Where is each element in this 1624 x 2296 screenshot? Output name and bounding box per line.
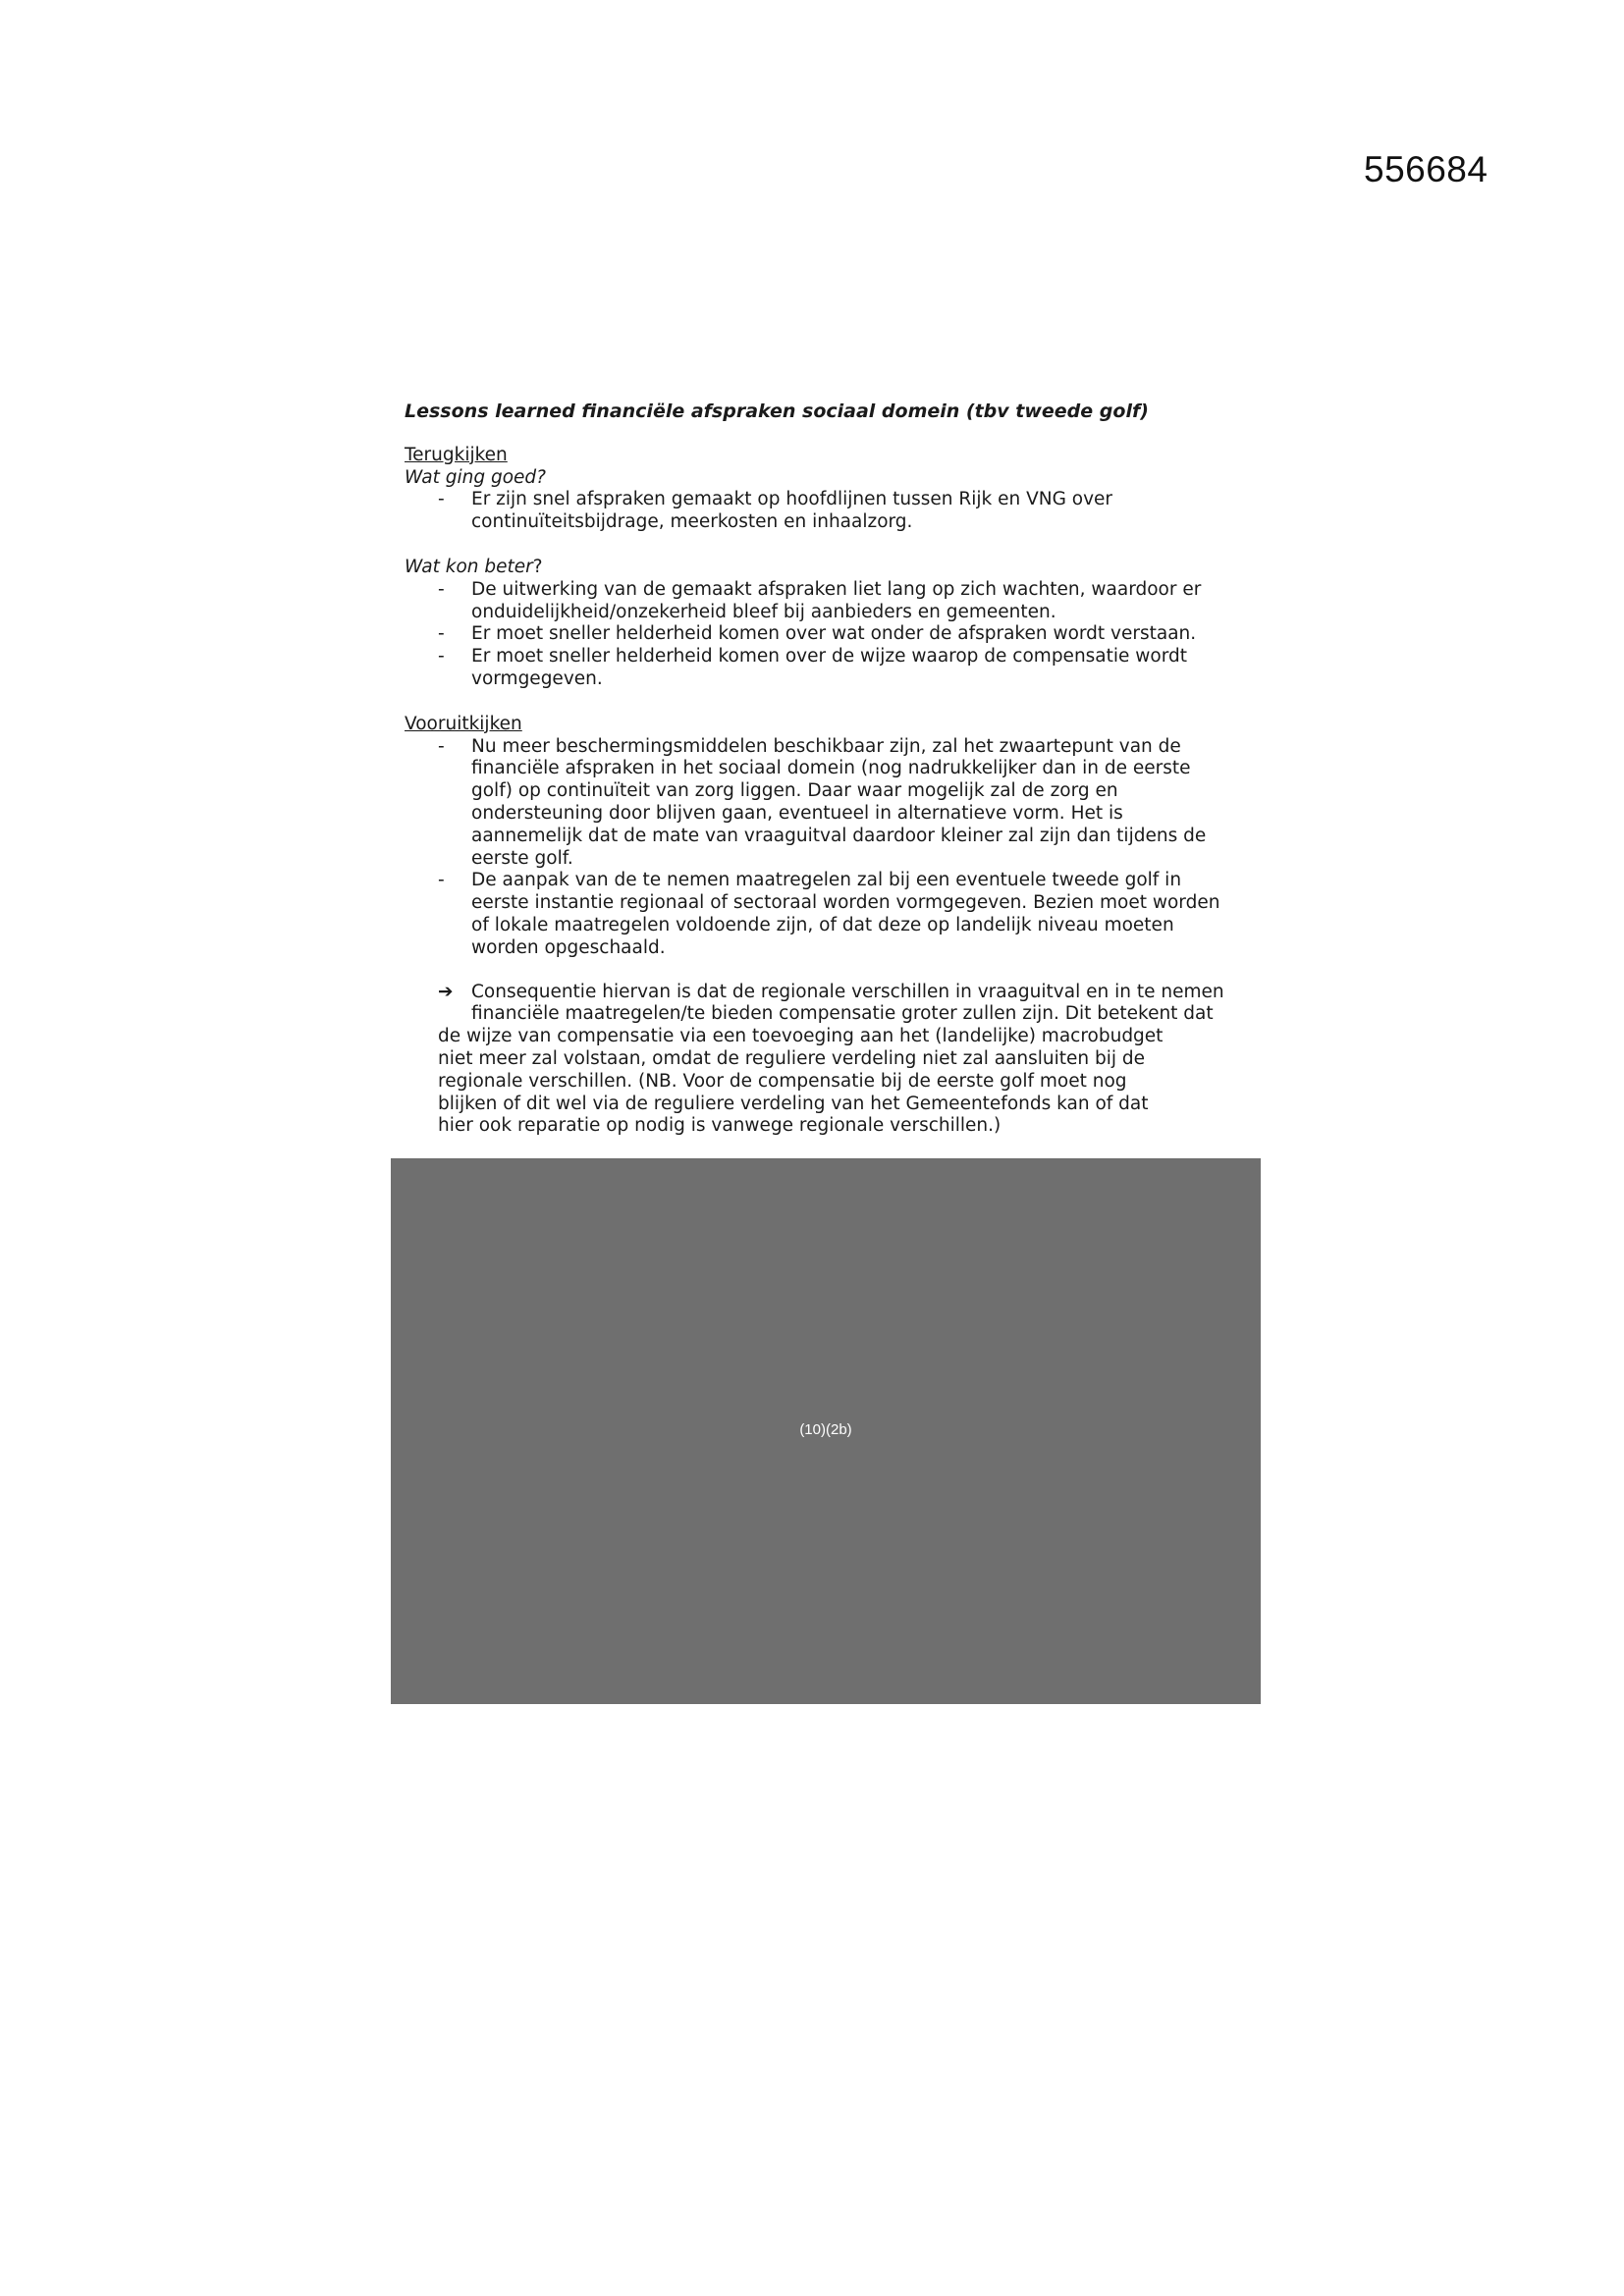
could-be-better-list [405,579,1249,691]
list-item-line: De aanpak van de te nemen maatregelen zal bij een eventuele tweede golf in [471,870,1182,891]
list-item-line: Er moet sneller helderheid komen over wat onder de afspraken wordt verstaan. [471,623,1197,645]
list-item [405,736,1249,871]
redaction-block [391,1158,1261,1704]
list-item-line: Nu meer beschermingsmiddelen beschikbaar zijn, zal het zwaartepunt van de [471,735,1181,757]
subheading-could-be-better [405,557,1249,579]
list-item-line: eerste golf. [471,847,573,869]
document-title: Lessons learned financiële afspraken sociaal domein (tbv tweede golf) [405,400,1149,422]
arrow-icon: ➔ [438,981,454,1002]
subheading-question-mark: ? [532,556,543,577]
consequence-line: blijken of dit wel via de reguliere verdeling van het Gemeentefonds kan of dat [438,1093,1149,1114]
consequence-line: niet meer zal volstaan, omdat de reguliere verdeling niet zal aansluiten bij de [438,1047,1146,1069]
list-item-line: financiële afspraken in het sociaal domein (nog nadrukkelijker dan in de eerste [471,758,1191,779]
list-item-line: ondersteuning door blijven gaan, eventueel in alternatieve vorm. Het is [471,802,1123,824]
redaction-label: (10)(2b) [799,1421,852,1438]
list-item-line: onduidelijkheid/onzekerheid bleef bij aanbieders en gemeenten. [471,601,1056,622]
consequence-line: hier ook reparatie op nodig is vanwege regionale verschillen.) [438,1115,1001,1137]
went-well-list [405,489,1249,534]
list-item-line: De uitwerking van de gemaakt afspraken liet lang op zich wachten, waardoor er [471,578,1202,600]
list-item-line: worden opgeschaald. [471,936,666,958]
list-item-line: Er moet sneller helderheid komen over de wijze waarop de compensatie wordt [471,646,1188,667]
dash-bullet: - [438,646,445,667]
consequence-line: regionale verschillen. (NB. Voor de compensatie bij de eerste golf moet nog [438,1070,1127,1092]
list-item-line: vormgegeven. [471,667,603,689]
dash-bullet: - [438,623,445,645]
list-item-line: continuïteitsbijdrage, meerkosten en inhaalzorg. [471,511,913,533]
list-item-line: of lokale maatregelen voldoende zijn, of dat deze op landelijk niveau moeten [471,914,1174,935]
consequence-line: financiële maatregelen/te bieden compensatie groter zullen zijn. Dit betekent dat [471,1003,1214,1025]
consequence-line: Consequentie hiervan is dat de regionale verschillen in vraaguitval en in te nemen [471,981,1224,1002]
list-item-line: eerste instantie regionaal of sectoraal worden vormgegeven. Bezien moet worden [471,892,1220,914]
list-item [405,623,1249,646]
dash-bullet: - [438,735,445,757]
subheading-could-be-better-text: Wat kon beter [405,556,533,577]
consequence-line: de wijze van compensatie via een toevoeging aan het (landelijke) macrobudget [438,1026,1164,1047]
list-item [405,579,1249,624]
consequence-continuation [405,1026,1249,1138]
list-item [405,870,1249,959]
look-ahead-list [405,736,1249,960]
dash-bullet: - [438,489,445,510]
section-heading-look-back: Terugkijken [405,444,508,465]
list-item-line: aannemelijk dat de mate van vraaguitval daardoor kleiner zal zijn dan tijdens de [471,825,1207,846]
subheading-went-well: Wat ging goed? [405,466,546,488]
list-item-line: Er zijn snel afspraken gemaakt op hoofdlijnen tussen Rijk en VNG over [471,489,1113,510]
list-item [405,489,1249,534]
document-number: 556684 [1364,149,1489,189]
dash-bullet: - [438,870,445,891]
document-body [405,400,1249,1138]
consequence-paragraph [405,982,1249,1027]
list-item-line: golf) op continuïteit van zorg liggen. Daar waar mogelijk zal de zorg en [471,780,1118,802]
list-item [405,646,1249,691]
section-heading-look-ahead: Vooruitkijken [405,713,522,734]
dash-bullet: - [438,578,445,600]
